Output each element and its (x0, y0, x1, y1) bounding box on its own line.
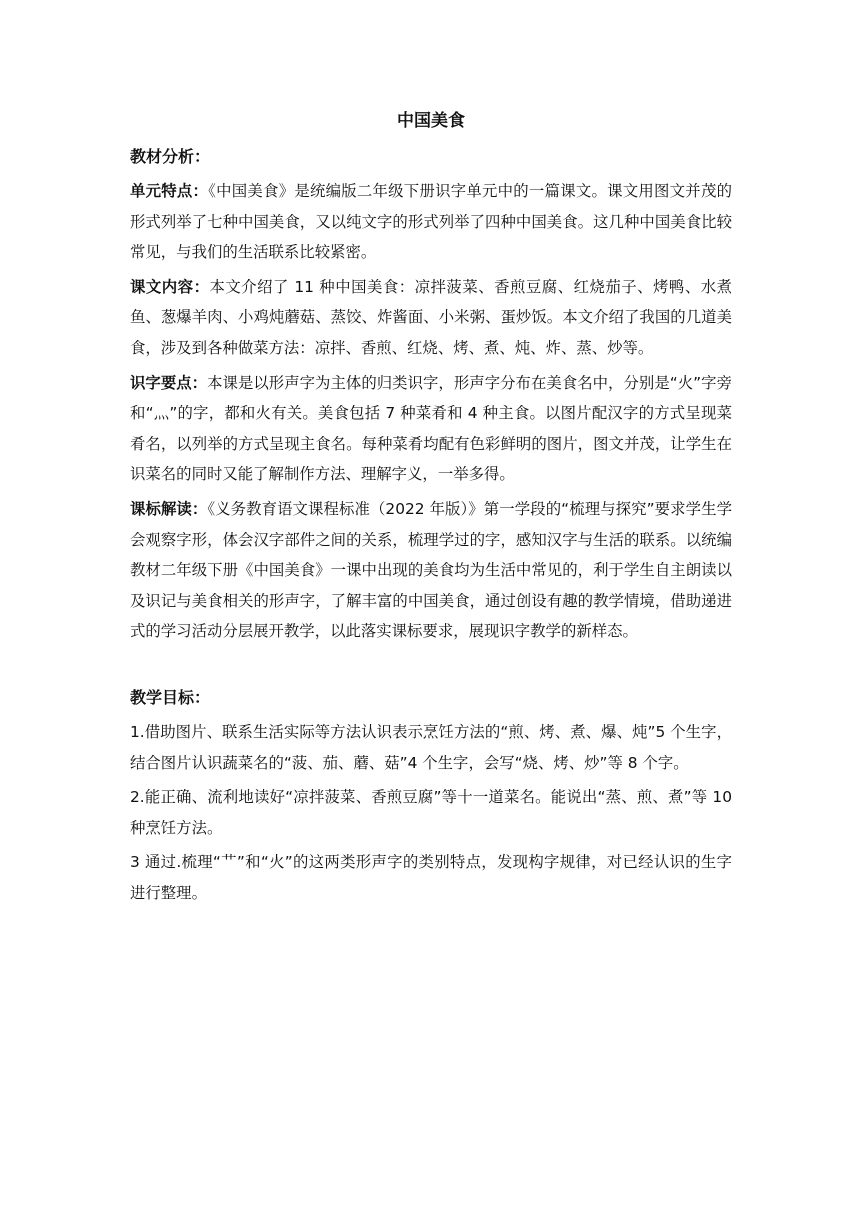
literacy-points-label: 识字要点： (130, 373, 208, 392)
goal-item: 3 通过.梳理“艹”和“火”的这两类形声字的类别特点，发现构字规律，对已经认识的生字进行整理。 (130, 853, 732, 902)
curriculum-standard-paragraph (130, 494, 732, 647)
goal-item: 2.能正确、流利地读好“凉拌菠菜、香煎豆腐”等十一道菜名。能说出“蒸、煎、煮”等 10 种烹饪方法。 (130, 788, 732, 837)
lesson-content-text: 本文介绍了 11 种中国美食：凉拌菠菜、香煎豆腐、红烧茄子、烤鸭、水煮鱼、葱爆羊肉、小鸡炖蘑菇、蒸饺、炸酱面、小米粥、蛋炒饭。本文介绍了我国的几道美食，涉及到各种做菜方法：凉拌、香煎、红烧、烤、煮、炖、炸、蒸、炒等。 (130, 277, 732, 357)
goal-item: 1.借助图片、联系生活实际等方法认识表示烹饪方法的“煎、烤、煮、爆、炖”5 个生字，结合图片认识蔬菜名的“菠、茄、蘑、菇”4 个生字，会写“烧、烤、炒”等 8 个字。 (130, 722, 732, 772)
document-title: 中国美食 (397, 111, 465, 131)
unit-features-text: 《中国美食》是统编版二年级下册识字单元中的一篇课文。课文用图文并茂的形式列举了七种中国美食，又以纯文字的形式列举了四种中国美食。这几种中国美食比较常见，与我们的生活联系比较紧密。 (130, 182, 732, 262)
unit-features-paragraph (130, 176, 732, 268)
lesson-content-label: 课文内容： (130, 277, 210, 296)
literacy-points-paragraph (130, 368, 732, 490)
document-page (130, 104, 732, 912)
analysis-heading: 教材分析： (130, 147, 211, 166)
curriculum-standard-label: 课标解读： (130, 499, 208, 518)
lesson-content-paragraph (130, 272, 732, 364)
section-spacer (130, 651, 732, 683)
curriculum-standard-text: 《义务教育语文课程标准（2022 年版）》第一学段的“梳理与探究”要求学生学会观察字形，体会汉字部件之间的关系，梳理学过的字，感知汉字与生活的联系。以统编教材二年级下册《中国美食》一课中出现的美食均为生活中常见的，利于学生自主朗读以及识记与美食相关的形声字，了解丰富的中国美食，通过创设有趣的教学情境，借助递进式的学习活动分层展开教学，以此落实课标要求，展现识字教学的新样态。 (130, 499, 732, 641)
literacy-points-text: 本课是以形声字为主体的归类识字，形声字分布在美食名中，分别是“火”字旁和“灬”的字，都和火有关。美食包括 7 种菜肴和 4 种主食。以图片配汉字的方式呈现菜肴名，以列举的方式呈现主食名。每种菜肴均配有色彩鲜明的图片，图文并茂，让学生在识菜名的同时又能了解制作方法、理解字义，一举多得。 (130, 373, 732, 484)
unit-features-label: 单元特点： (130, 182, 209, 200)
goals-heading: 教学目标： (130, 687, 211, 707)
